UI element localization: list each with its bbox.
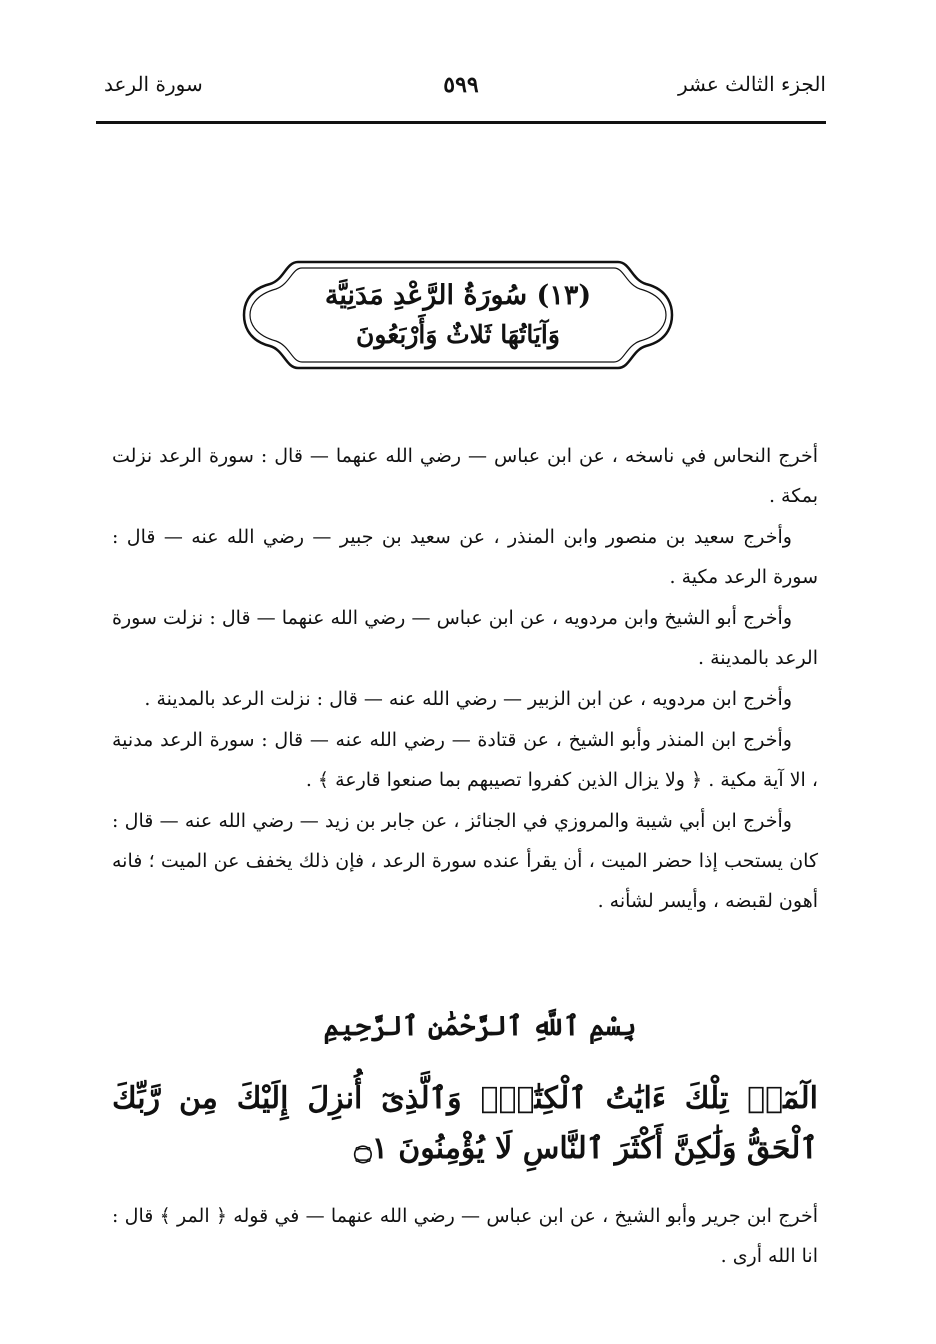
basmala: بِسْمِ ٱللَّهِ ٱلرَّحْمَٰنِ ٱلرَّحِيمِ bbox=[323, 1011, 637, 1042]
commentary-paragraph: أخرج ابن جرير وأبو الشيخ ، عن ابن عباس — رضي الله عنهما — في قوله ﴿ المر ﴾ قال : انا الله أرى . bbox=[112, 1205, 818, 1267]
narration-paragraph: وأخرج ابن مردويه ، عن ابن الزبير — رضي الله عنه — قال : نزلت الرعد بالمدينة . bbox=[144, 688, 792, 710]
header-rule bbox=[96, 121, 826, 124]
surah-label: سورة الرعد bbox=[104, 72, 203, 96]
narration-paragraph: وأخرج ابن أبي شيبة والمروزي في الجنائز ، عن جابر بن زيد — رضي الله عنه — قال : كان يستحب إذا حضر الميت ، أن يقرأ عنده سورة الرعد ، فإن ذلك يخفف عن الميت ؛ فانه أهون لقبضه ، وأيسر لشأنه . bbox=[112, 810, 818, 912]
narration-paragraph: وأخرج أبو الشيخ وابن مردويه ، عن ابن عباس — رضي الله عنهما — قال : نزلت سورة الرعد بالمدينة . bbox=[112, 607, 818, 669]
narration-paragraph: أخرج النحاس في ناسخه ، عن ابن عباس — رضي الله عنهما — قال : سورة الرعد نزلت بمكة . bbox=[112, 445, 818, 507]
page-number: ٥٩٩ bbox=[443, 72, 479, 98]
surah-title-line1: (١٣) سُورَةُ الرَّعْدِ مَدَنِيَّة bbox=[324, 280, 592, 311]
quran-verse: الٓمٓرۚ تِلْكَ ءَايَٰتُ ٱلْكِتَٰبِۗ وَٱلَّذِىٓ أُنزِلَ إِلَيْكَ مِن رَّبِّكَ ٱلْحَقُّ وَلَٰكِنَّ أَكْثَرَ ٱلنَّاسِ لَا يُؤْمِنُونَ ۝١ bbox=[112, 1081, 818, 1166]
narration-paragraph: وأخرج ابن المنذر وأبو الشيخ ، عن قتادة — رضي الله عنه — قال : سورة الرعد مدنية ، الا آية مكية . ﴿ ولا يزال الذين كفروا تصيبهم بما صنعوا قارعة ﴾ . bbox=[112, 729, 818, 791]
narration-paragraph: وأخرج سعيد بن منصور وابن المنذر ، عن سعيد بن جبير — رضي الله عنه — قال : سورة الرعد مكية . bbox=[112, 526, 818, 588]
narrations bbox=[112, 436, 818, 922]
part-label: الجزء الثالث عشر bbox=[677, 72, 826, 96]
surah-title-line2: وَآيَاتُهَا ثَلاثٌ وَأَرْبَعُونَ bbox=[356, 320, 560, 349]
surah-title bbox=[238, 256, 678, 374]
page-header bbox=[96, 66, 826, 106]
verse-commentary bbox=[112, 1196, 818, 1277]
surah-title-cartouche bbox=[238, 256, 678, 374]
